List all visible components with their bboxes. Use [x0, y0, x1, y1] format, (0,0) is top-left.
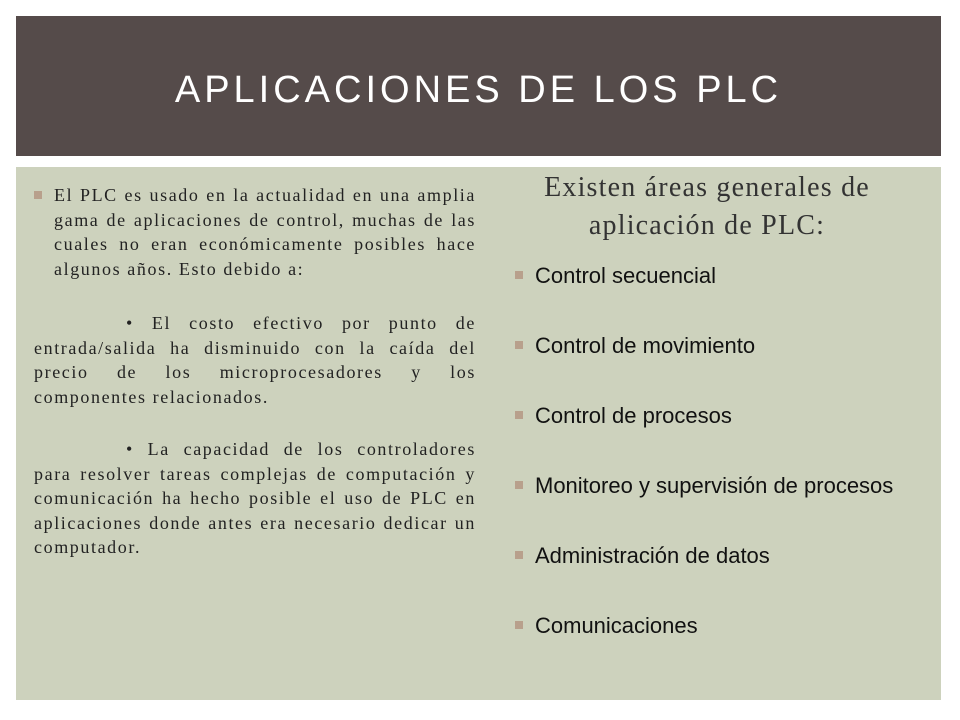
- square-bullet-icon: [515, 271, 523, 279]
- intro-text: El PLC es usado en la actualidad en una amplia gama de aplicaciones de control, muchas de las cuales no eran económicamente posibles hace algunos años. Esto debido a:: [54, 185, 476, 279]
- list-item-label: Administración de datos: [535, 543, 770, 568]
- title-bar: [16, 16, 941, 156]
- square-bullet-icon: [515, 411, 523, 419]
- paragraph-cost: • El costo efectivo por punto de entrada/salida ha disminuido con la caída del precio de los microprocesadores y los componentes relacionados.: [34, 313, 476, 407]
- list-item: [535, 473, 921, 498]
- right-heading: Existen áreas generales de aplicación de PLC:: [544, 172, 870, 241]
- intro-bullet: [34, 183, 476, 281]
- square-bullet-icon: [515, 551, 523, 559]
- square-bullet-icon: [515, 341, 523, 349]
- list-item: [535, 263, 921, 288]
- list-item: [535, 333, 921, 358]
- list-item-label: Control de movimiento: [535, 333, 756, 358]
- list-item-label: Control de procesos: [535, 403, 732, 428]
- application-list: [501, 263, 921, 638]
- paragraph-capacity: • La capacidad de los controladores para resolver tareas complejas de computación y comunicación ha hecho posible el uso de PLC en aplicaciones donde antes era necesario dedicar un computador.: [34, 439, 476, 557]
- right-column: [501, 167, 921, 638]
- list-item: [535, 403, 921, 428]
- square-bullet-icon: [515, 621, 523, 629]
- square-bullet-icon: [34, 191, 42, 199]
- list-item-label: Control secuencial: [535, 263, 716, 288]
- list-item: [535, 613, 921, 638]
- list-item-label: Monitoreo y supervisión de procesos: [535, 473, 894, 498]
- list-item-label: Comunicaciones: [535, 613, 698, 638]
- content-panel: [16, 167, 941, 700]
- square-bullet-icon: [515, 481, 523, 489]
- left-column: [34, 183, 476, 560]
- list-item: [535, 543, 921, 568]
- slide-title: APLICACIONES DE LOS PLC: [174, 68, 783, 111]
